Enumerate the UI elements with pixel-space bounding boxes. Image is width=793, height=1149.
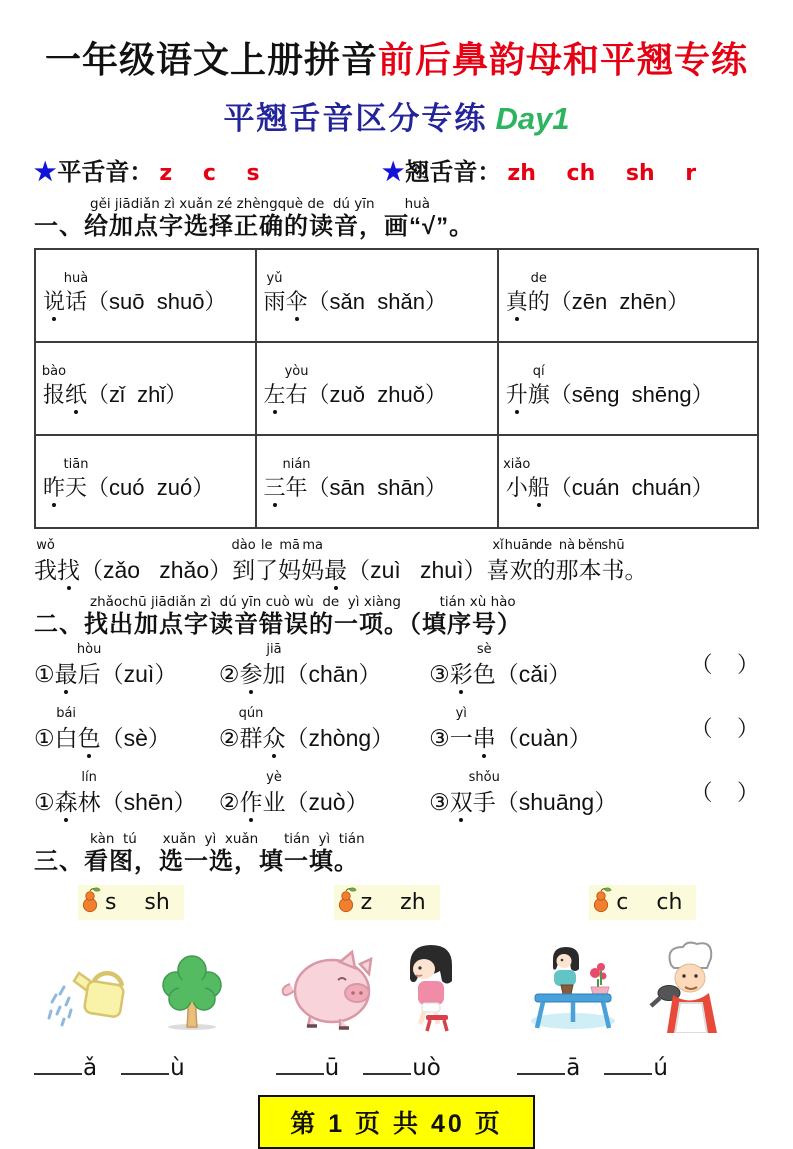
blank-line <box>34 1073 82 1075</box>
ruby-char: yì 一 <box>449 706 473 751</box>
dotted-char: 真 <box>506 285 528 316</box>
question2-item <box>218 770 429 817</box>
blank-row <box>276 1054 518 1081</box>
answer-bracket[interactable]: （ ） <box>690 716 759 741</box>
pinyin-annotation: jiā <box>266 642 282 657</box>
table-cell[interactable] <box>498 249 758 342</box>
text-run: （zuì） <box>100 661 178 687</box>
pinyin-annotation: huān <box>504 538 538 553</box>
question2-row <box>34 768 759 817</box>
text-run: （cuán chuán） <box>549 474 714 500</box>
legend-flat-label: 平舌音： <box>57 159 154 186</box>
section1-heading <box>34 197 759 242</box>
blank-row <box>34 1054 276 1081</box>
text-run: （cǎi） <box>495 661 572 687</box>
blank-row <box>517 1054 759 1081</box>
ruby-char: hòu 后 <box>76 642 102 687</box>
blank-suffix: ù <box>170 1055 185 1081</box>
pinyin-annotation: de <box>535 538 553 553</box>
dotted-char: 双 <box>450 784 473 817</box>
question2-item <box>429 770 661 817</box>
section1-pinyin: gěi jiādiǎn zì xuǎn zé zhèngquè de dú yīn huà <box>90 196 430 212</box>
text-run: （zǎo zhǎo） <box>80 557 233 583</box>
table-cell[interactable] <box>256 249 498 342</box>
ruby-char: qí 旗 <box>527 363 550 407</box>
legend-flat-sounds: z c s <box>159 161 260 186</box>
pinyin-annotation: hòu <box>76 642 102 657</box>
dotted-char: 伞 <box>286 285 308 316</box>
section2-heading <box>34 595 759 640</box>
section3-pinyin: kàn tú xuǎn yì xuǎn tián yì tián <box>90 831 365 847</box>
table-cell[interactable] <box>498 435 758 528</box>
question3-groups <box>34 885 759 1081</box>
text-run: （sēng shēng） <box>549 381 714 407</box>
text-run: 。 <box>624 557 648 583</box>
ruby-char: sè 色 <box>472 642 496 687</box>
question2-row <box>34 704 759 753</box>
blank-line <box>363 1073 411 1075</box>
blank-suffix: ú <box>653 1055 668 1081</box>
pinyin-annotation: bào <box>41 363 67 379</box>
star-icon: ★ <box>382 158 405 186</box>
pinyin-annotation: sè <box>476 642 492 657</box>
question3-group <box>517 885 759 1081</box>
ruby-char: dào 到 <box>231 538 256 583</box>
text-run: ③ <box>429 661 450 687</box>
table-cell[interactable] <box>256 342 498 435</box>
page-subtitle <box>34 93 759 138</box>
blank-line <box>517 1073 565 1075</box>
image-row <box>280 934 518 1038</box>
section2-title <box>34 610 759 640</box>
dotted-char: 纸 <box>65 378 87 409</box>
ruby-char: de 的 <box>527 270 550 314</box>
pinyin-annotation: wǒ <box>36 538 55 553</box>
text-run: ② <box>218 789 240 815</box>
pinyin-annotation: xiǎo <box>503 456 531 472</box>
ruby-char: yòu 右 <box>284 363 309 407</box>
pinyin-annotation: ma <box>302 538 323 553</box>
pinyin-annotation: yòu <box>284 363 309 379</box>
gourd-icon <box>337 887 358 918</box>
page-title <box>34 32 759 83</box>
section2-title-text: 找出加点字读音错误的一项。（填序号） <box>84 611 522 638</box>
star-icon: ★ <box>34 158 57 186</box>
answer-blank[interactable] <box>517 1054 580 1081</box>
text-run: （zǐ zhǐ） <box>87 381 188 407</box>
subtitle-text: 平翘舌音区分专练 <box>223 101 488 136</box>
pinyin-annotation: shū <box>601 538 625 553</box>
answer-blank[interactable] <box>276 1054 340 1081</box>
question2-item <box>429 706 661 753</box>
question1-table <box>34 248 759 529</box>
question2-item <box>34 706 219 753</box>
question2-rows <box>34 640 759 817</box>
text-run: ③ <box>429 725 450 751</box>
blank-line <box>604 1073 652 1075</box>
question2-row <box>34 640 759 689</box>
pinyin-annotation: nà <box>558 538 576 553</box>
pinyin-annotation: qún <box>238 706 264 721</box>
section3-title <box>34 847 759 877</box>
answer-blank[interactable] <box>363 1054 441 1081</box>
pig-image <box>280 945 376 1038</box>
dotted-char: 最 <box>55 656 78 689</box>
ruby-char: le 了 <box>255 538 279 583</box>
legend-curl-label: 翘舌音： <box>405 159 502 186</box>
dotted-char: 最 <box>324 552 347 585</box>
dotted-char: 左 <box>264 378 286 409</box>
ruby-char: huān 欢 <box>504 538 538 583</box>
image-row <box>521 934 759 1038</box>
image-row <box>38 934 276 1038</box>
pinyin-annotation: yǔ <box>266 270 283 286</box>
blank-suffix: ǎ <box>83 1055 98 1081</box>
ruby-char: xiǎo 小 <box>503 456 531 500</box>
ruby-char: qún 群 <box>238 706 264 751</box>
dotted-char: 彩 <box>450 656 473 689</box>
ruby-char: de 的 <box>532 538 556 583</box>
page-footer <box>34 1095 759 1149</box>
ruby-char: bào 报 <box>41 363 67 407</box>
table-cell[interactable] <box>35 342 256 435</box>
legend-curl-sounds: zh ch sh r <box>507 161 697 186</box>
blank-suffix: ū <box>324 1055 340 1081</box>
table-cell[interactable] <box>256 435 498 528</box>
question2-item <box>218 642 429 689</box>
table-row <box>35 249 758 342</box>
ruby-char: bái 白 <box>54 706 78 751</box>
ruby-char: wǒ 我 <box>34 538 57 583</box>
text-run: （zēn zhēn） <box>549 288 690 314</box>
table-cell[interactable] <box>498 342 758 435</box>
text-run: （cuàn） <box>495 725 592 751</box>
section3-title-text: 看图，选一选，填一填。 <box>84 848 359 875</box>
section2-pinyin: zhǎochū jiādiǎn zì dú yīn cuò wù de yì xiàng tián xù hào <box>90 594 516 610</box>
pinyin-annotation: shǒu <box>468 770 500 785</box>
text-run: （sān shān） <box>307 474 447 500</box>
table-row <box>35 342 758 435</box>
text-run: ① <box>34 661 55 687</box>
text-run: （zuì zhuì） <box>347 557 487 583</box>
sitting-girl-image <box>398 937 464 1038</box>
answer-bracket[interactable]: （ ） <box>690 652 759 677</box>
blank-line <box>276 1073 324 1075</box>
title-red: 前后鼻韵母和平翘专练 <box>378 39 749 80</box>
dotted-char: 三 <box>264 471 286 502</box>
option-chip <box>334 885 440 920</box>
table-cell[interactable] <box>35 435 256 528</box>
chef-image <box>647 937 735 1038</box>
text-run: ② <box>218 661 240 687</box>
text-run: ① <box>34 725 55 751</box>
section3-number: 三、 <box>34 848 84 875</box>
legend-curl-tongue <box>382 152 759 187</box>
tree-image <box>156 949 228 1038</box>
dotted-char: 众 <box>263 720 286 753</box>
dotted-char: 找 <box>57 552 80 585</box>
question2-item <box>429 642 661 689</box>
pinyin-annotation: yè <box>266 770 282 785</box>
text-run: （zuò） <box>285 789 369 815</box>
answer-bracket[interactable]: （ ） <box>690 780 759 805</box>
dotted-char: 升 <box>506 378 528 409</box>
option-letters[interactable]: z zh <box>360 890 426 915</box>
ruby-char: ma 妈 <box>301 538 325 583</box>
dotted-char: 参 <box>240 656 263 689</box>
pinyin-annotation: huà <box>63 270 89 286</box>
pinyin-annotation: lín <box>81 770 97 785</box>
subtitle-day: Day1 <box>495 101 570 136</box>
text-run: （shuāng） <box>495 789 618 815</box>
pinyin-annotation: xǐ <box>492 538 504 553</box>
page-number-box: 第 1 页 共 40 页 <box>258 1095 534 1149</box>
dotted-char: 森 <box>55 784 78 817</box>
text-run: （zhòng） <box>285 725 395 751</box>
text-run: （suō shuō） <box>87 288 227 314</box>
ruby-char: běn 本 <box>577 538 603 583</box>
ruby-char: jiā 加 <box>262 642 286 687</box>
dotted-char: 船 <box>528 471 550 502</box>
answer-blank[interactable] <box>121 1054 185 1081</box>
blank-suffix: ā <box>566 1055 581 1081</box>
pinyin-annotation: qí <box>532 363 545 379</box>
pinyin-annotation: le <box>260 538 273 553</box>
pinyin-annotation: dào <box>231 538 256 553</box>
legend-row <box>34 152 759 187</box>
pinyin-annotation: bái <box>56 706 77 721</box>
dotted-char: 昨 <box>43 471 65 502</box>
ruby-char: lín 林 <box>77 770 101 815</box>
dotted-char: 说 <box>43 285 65 316</box>
text-run: （cuó zuó） <box>87 474 215 500</box>
pinyin-annotation: nián <box>282 456 311 472</box>
option-chip <box>78 885 184 920</box>
ruby-char: nián 年 <box>282 456 311 500</box>
pinyin-annotation: běn <box>577 538 603 553</box>
pinyin-annotation: de <box>530 270 547 286</box>
dotted-char: 色 <box>78 720 101 753</box>
question2-item <box>218 706 429 753</box>
gourd-icon <box>81 887 102 918</box>
flower-girl-image <box>521 943 625 1038</box>
section1-title-text: 给加点字选择正确的读音，画“√”。 <box>84 213 475 240</box>
option-letters[interactable]: c ch <box>616 890 683 915</box>
table-row <box>35 435 758 528</box>
section1-title <box>34 212 759 242</box>
ruby-char: huà 话 <box>63 270 89 314</box>
gourd-icon <box>592 887 613 918</box>
text-run: （shēn） <box>100 789 197 815</box>
question3-group <box>34 885 276 1081</box>
text-run: （sè） <box>100 725 171 751</box>
text-run: ③ <box>429 789 450 815</box>
pinyin-annotation: yì <box>455 706 467 721</box>
title-black: 一年级语文上册拼音 <box>44 39 378 80</box>
question3-group <box>276 885 518 1081</box>
option-letters[interactable]: s sh <box>105 890 170 915</box>
ruby-char: yǔ 雨 <box>263 270 286 314</box>
answer-blank[interactable] <box>604 1054 668 1081</box>
dotted-char: 作 <box>240 784 263 817</box>
table-cell[interactable] <box>35 249 256 342</box>
question1-sentence <box>34 535 759 585</box>
ruby-char: nà 那 <box>555 538 579 583</box>
ruby-char: shǒu 手 <box>468 770 500 815</box>
section2-number: 二、 <box>34 611 84 638</box>
text-run: （zuǒ zhuǒ） <box>307 381 447 407</box>
question2-item <box>34 642 219 689</box>
ruby-char: mā 妈 <box>278 538 302 583</box>
answer-blank[interactable] <box>34 1054 97 1081</box>
dotted-char: 串 <box>473 720 496 753</box>
section3-heading <box>34 832 759 877</box>
ruby-char: xǐ 喜 <box>486 538 510 583</box>
text-run: ① <box>34 789 55 815</box>
question2-item <box>34 770 219 817</box>
option-chip <box>589 885 696 920</box>
text-run: ② <box>218 725 240 751</box>
blank-suffix: uò <box>412 1055 441 1081</box>
text-run: （chān） <box>285 661 382 687</box>
ruby-char: shū 书 <box>601 538 625 583</box>
pinyin-annotation: tiān <box>63 456 89 472</box>
pinyin-annotation: mā <box>279 538 300 553</box>
blank-line <box>121 1073 169 1075</box>
text-run: （sǎn shǎn） <box>307 288 447 314</box>
watering-can-image <box>38 951 134 1038</box>
legend-flat-tongue <box>34 152 382 187</box>
section1-number: 一、 <box>34 213 84 240</box>
ruby-char: yè 业 <box>262 770 286 815</box>
ruby-char: tiān 天 <box>63 456 89 500</box>
